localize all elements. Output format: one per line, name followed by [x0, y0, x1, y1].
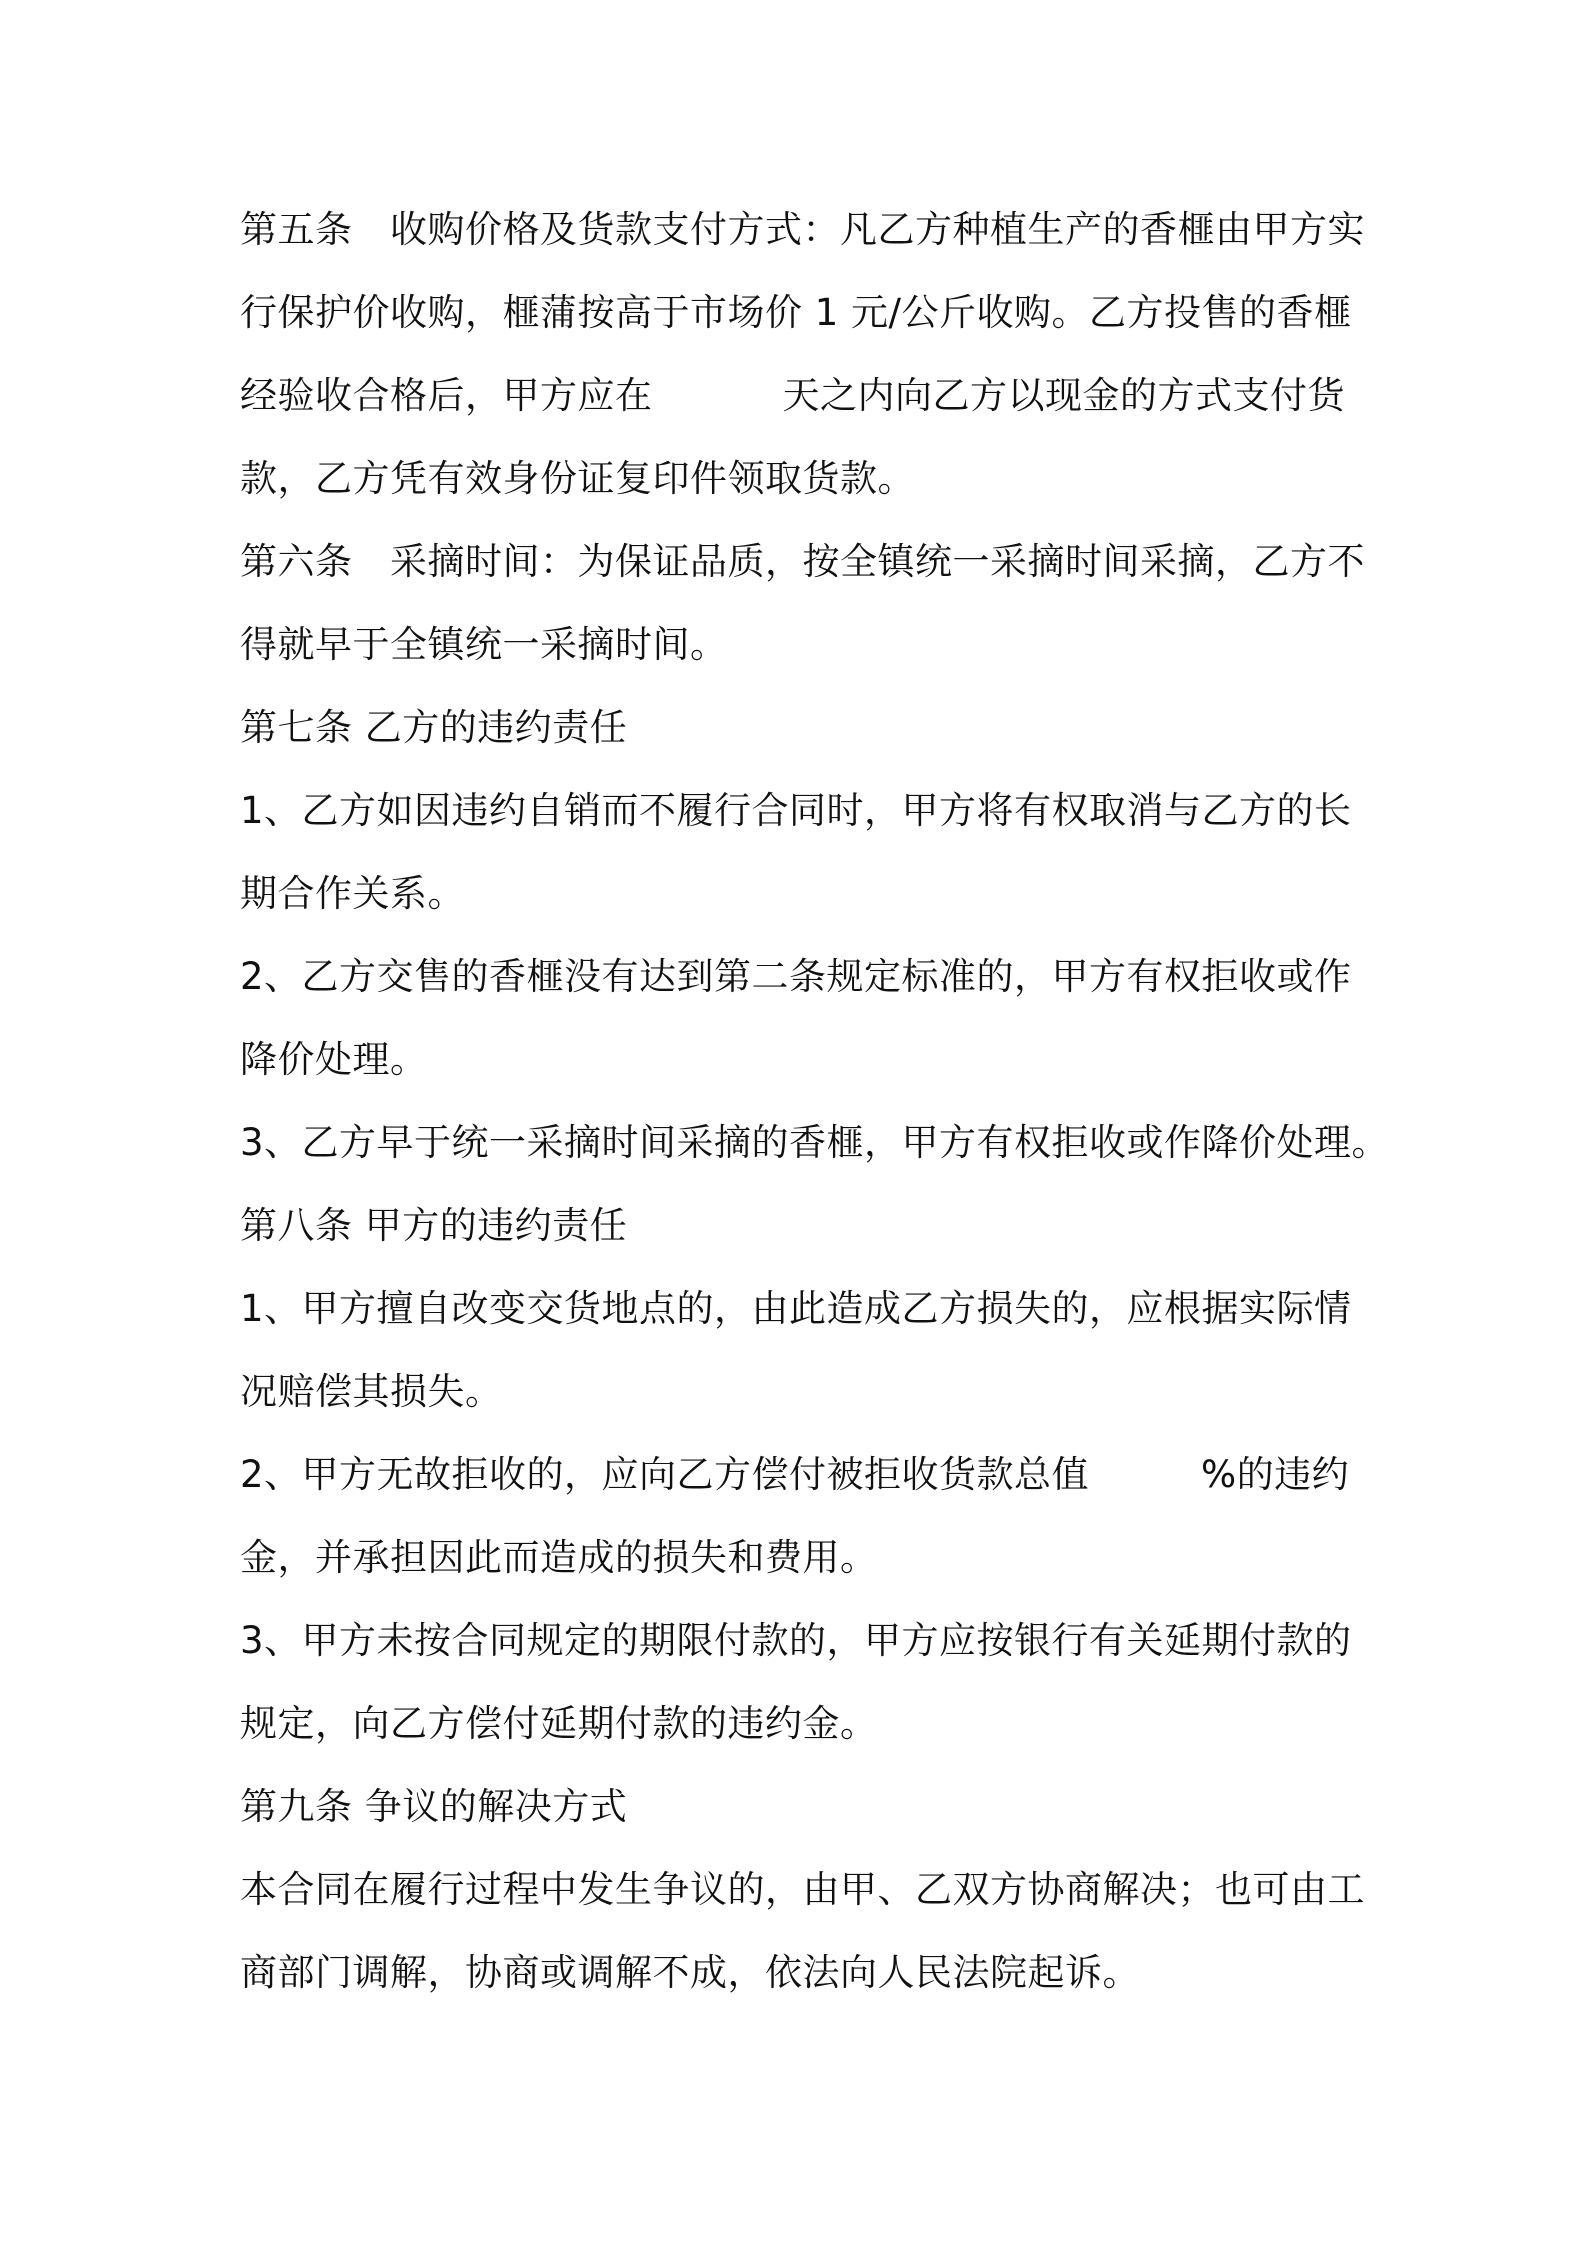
article-8-item-2-line-2: 金，并承担因此而造成的损失和费用。 [240, 1536, 878, 1579]
article-5-line-1: 第五条 收购价格及货款支付方式：凡乙方种植生产的香榧由甲方实 [240, 208, 1365, 251]
article-7-item-1-line-2: 期合作关系。 [240, 872, 465, 915]
article-5-line-3 [240, 371, 1345, 421]
article-7-item-2-line-2: 降价处理。 [240, 1038, 428, 1081]
article-9-line-1: 本合同在履行过程中发生争议的，由甲、乙双方协商解决；也可由工 [240, 1868, 1365, 1911]
article-9-heading: 第九条 争议的解决方式 [240, 1785, 628, 1828]
article-8-item-2-line-1-part-b: %的违约 [1201, 1453, 1350, 1496]
article-6-line-1: 第六条 采摘时间：为保证品质，按全镇统一采摘时间采摘，乙方不 [240, 540, 1365, 583]
article-7-heading: 第七条 乙方的违约责任 [240, 706, 628, 749]
article-5-line-4: 款，乙方凭有效身份证复印件领取货款。 [240, 457, 915, 500]
article-6-line-2: 得就早于全镇统一采摘时间。 [240, 623, 728, 666]
article-8-heading: 第八条 甲方的违约责任 [240, 1204, 628, 1247]
article-5-line-2: 行保护价收购，榧蒲按高于市场价 1 元/公斤收购。乙方投售的香榧 [240, 291, 1352, 334]
article-7-item-2-line-1: 2、乙方交售的香榧没有达到第二条规定标准的，甲方有权拒收或作 [240, 955, 1352, 998]
article-5-line-3-part-a: 经验收合格后，甲方应在 [240, 374, 653, 417]
article-8-item-1-line-1: 1、甲方擅自改变交货地点的，由此造成乙方损失的，应根据实际情 [240, 1287, 1352, 1330]
article-8-item-2-line-1 [240, 1450, 1349, 1500]
article-8-item-2-line-1-part-a: 2、甲方无故拒收的，应向乙方偿付被拒收货款总值 [240, 1453, 1090, 1496]
article-9-line-2: 商部门调解，协商或调解不成，依法向人民法院起诉。 [240, 1951, 1140, 1994]
article-7-item-3-line-1: 3、乙方早于统一采摘时间采摘的香榧，甲方有权拒收或作降价处理。 [240, 1121, 1390, 1164]
article-7-item-1-line-1: 1、乙方如因违约自销而不履行合同时，甲方将有权取消与乙方的长 [240, 789, 1352, 832]
article-8-item-3-line-1: 3、甲方未按合同规定的期限付款的，甲方应按银行有关延期付款的 [240, 1619, 1352, 1662]
article-8-item-1-line-2: 况赔偿其损失。 [240, 1370, 503, 1413]
article-8-item-3-line-2: 规定，向乙方偿付延期付款的违约金。 [240, 1702, 878, 1745]
article-5-line-3-part-b: 天之内向乙方以现金的方式支付货 [782, 374, 1345, 417]
